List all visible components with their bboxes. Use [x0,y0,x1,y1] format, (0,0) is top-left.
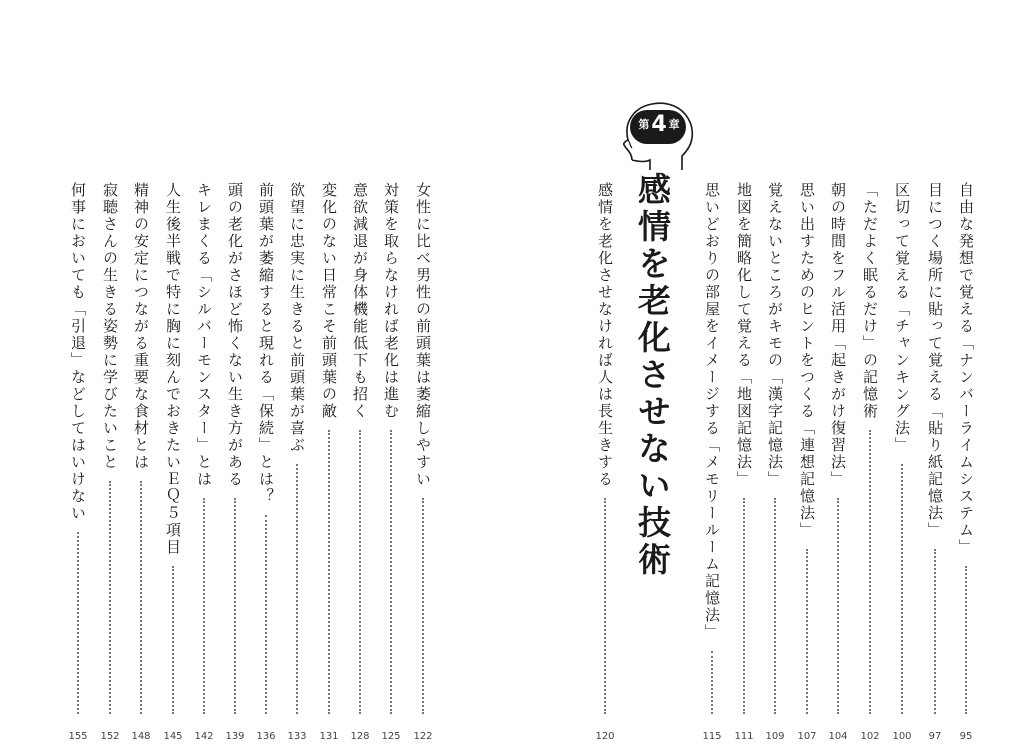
toc-entry[interactable] [796,182,818,742]
toc-entry-title: 朝の時間をフル活用「起きがけ復習法」 [829,182,847,488]
toc-entry[interactable] [162,182,184,742]
toc-entry-page: 142 [194,731,214,742]
toc-entry-title: 頭の老化がさほど怖くない生き方がある [226,182,244,488]
toc-entry-title: 欲望に忠実に生きると前頭葉が喜ぶ [288,182,306,454]
badge-number: 4 [651,112,667,137]
toc-entry[interactable] [349,182,371,742]
toc-leader-dots [934,549,936,714]
toc-entry-title: 前頭葉が萎縮すると現れる「保続」とは？ [257,182,275,505]
toc-leader-dots [359,430,361,714]
toc-entry-page: 133 [287,731,307,742]
toc-leader-dots [837,498,839,714]
toc-leader-dots [604,498,606,714]
toc-entry[interactable] [827,182,849,742]
toc-entry-page: 107 [797,731,817,742]
toc-entry[interactable] [67,182,89,742]
toc-entry-title: 寂聴さんの生きる姿勢に学びたいこと [101,182,119,471]
toc-leader-dots [711,651,713,714]
toc-entry-page: 148 [131,731,151,742]
toc-entry-title: 意欲減退が身体機能低下も招く [351,182,369,420]
toc-entry-page: 125 [381,731,401,742]
toc-leader-dots [965,566,967,714]
toc-leader-dots [328,430,330,714]
toc-entry[interactable] [318,182,340,742]
toc-leader-dots [296,464,298,714]
toc-entry[interactable] [859,182,881,742]
toc-leader-dots [743,498,745,714]
toc-entry-title: 何事においても「引退」などしてはいけない [69,182,87,522]
toc-entry-page: 102 [860,731,880,742]
toc-entry[interactable] [594,182,616,742]
toc-entry-title: 覚えないところがキモの「漢字記憶法」 [766,182,784,488]
toc-entry-page: 152 [100,731,120,742]
toc-leader-dots [869,430,871,714]
toc-leader-dots [422,498,424,714]
toc-entry-title: 思いどおりの部屋をイメージする「メモリールーム記憶法」 [703,182,721,641]
toc-leader-dots [265,515,267,714]
toc-entry[interactable] [193,182,215,742]
toc-leader-dots [77,532,79,714]
toc-entry-page: 120 [595,731,615,742]
toc-entry-title: 変化のない日常こそ前頭葉の敵 [320,182,338,420]
toc-entry-page: 136 [256,731,276,742]
toc-leader-dots [203,498,205,714]
toc-entry-title: 自由な発想で覚える「ナンバーライムシステム」 [957,182,975,556]
chapter-title: 感情を老化させない技術 [633,172,672,579]
toc-entry[interactable] [130,182,152,742]
toc-entry-title: キレまくる「シルバーモンスター」とは [195,182,213,488]
toc-entry-page: 115 [702,731,722,742]
toc-leader-dots [774,498,776,714]
toc-leader-dots [390,430,392,714]
toc-entry-page: 145 [163,731,183,742]
toc-entry-title: 「ただよく眠るだけ」の記憶術 [861,182,879,420]
toc-entry-title: 区切って覚える「チャンキング法」 [893,182,911,454]
toc-entry-title: 地図を簡略化して覚える「地図記憶法」 [735,182,753,488]
toc-entry[interactable] [224,182,246,742]
toc-entry[interactable] [380,182,402,742]
toc-entry[interactable] [701,182,723,742]
toc-leader-dots [172,566,174,714]
toc-entry-title: 対策を取らなければ老化は進む [382,182,400,420]
toc-entry[interactable] [99,182,121,742]
head-silhouette-icon [620,98,700,178]
toc-entry-page: 139 [225,731,245,742]
toc-leader-dots [901,464,903,714]
toc-entry-page: 100 [892,731,912,742]
toc-entry[interactable] [255,182,277,742]
toc-entry-page: 131 [319,731,339,742]
toc-entry-title: 思い出すためのヒントをつくる「連想記憶法」 [798,182,816,539]
toc-entry-page: 95 [959,731,973,742]
toc-leader-dots [109,481,111,714]
toc-entry-page: 104 [828,731,848,742]
toc-entry[interactable] [955,182,977,742]
chapter-badge-label [624,112,694,137]
toc-entry-page: 155 [68,731,88,742]
toc-entry-page: 128 [350,731,370,742]
toc-entry-page: 97 [928,731,942,742]
toc-entry[interactable] [764,182,786,742]
toc-entry[interactable] [733,182,755,742]
toc-entry-page: 109 [765,731,785,742]
badge-post: 章 [668,118,680,131]
toc-leader-dots [806,549,808,714]
toc-entry[interactable] [891,182,913,742]
toc-entry[interactable] [412,182,434,742]
badge-pre: 第 [638,118,650,131]
toc-entry-title: 精神の安定につながる重要な食材とは [132,182,150,471]
toc-entry-page: 111 [734,731,754,742]
toc-entry[interactable] [924,182,946,742]
toc-entry-title: 女性に比べ男性の前頭葉は萎縮しやすい [414,182,432,488]
toc-entry-title: 人生後半戦で特に胸に刻んでおきたいＥＱ５項目 [164,182,182,556]
toc-entry-page: 122 [413,731,433,742]
toc-entry[interactable] [286,182,308,742]
toc-leader-dots [140,481,142,714]
toc-entry-title: 目につく場所に貼って覚える「貼り紙記憶法」 [926,182,944,539]
toc-entry-title: 感情を老化させなければ人は長生きする [596,182,614,488]
toc-leader-dots [234,498,236,714]
